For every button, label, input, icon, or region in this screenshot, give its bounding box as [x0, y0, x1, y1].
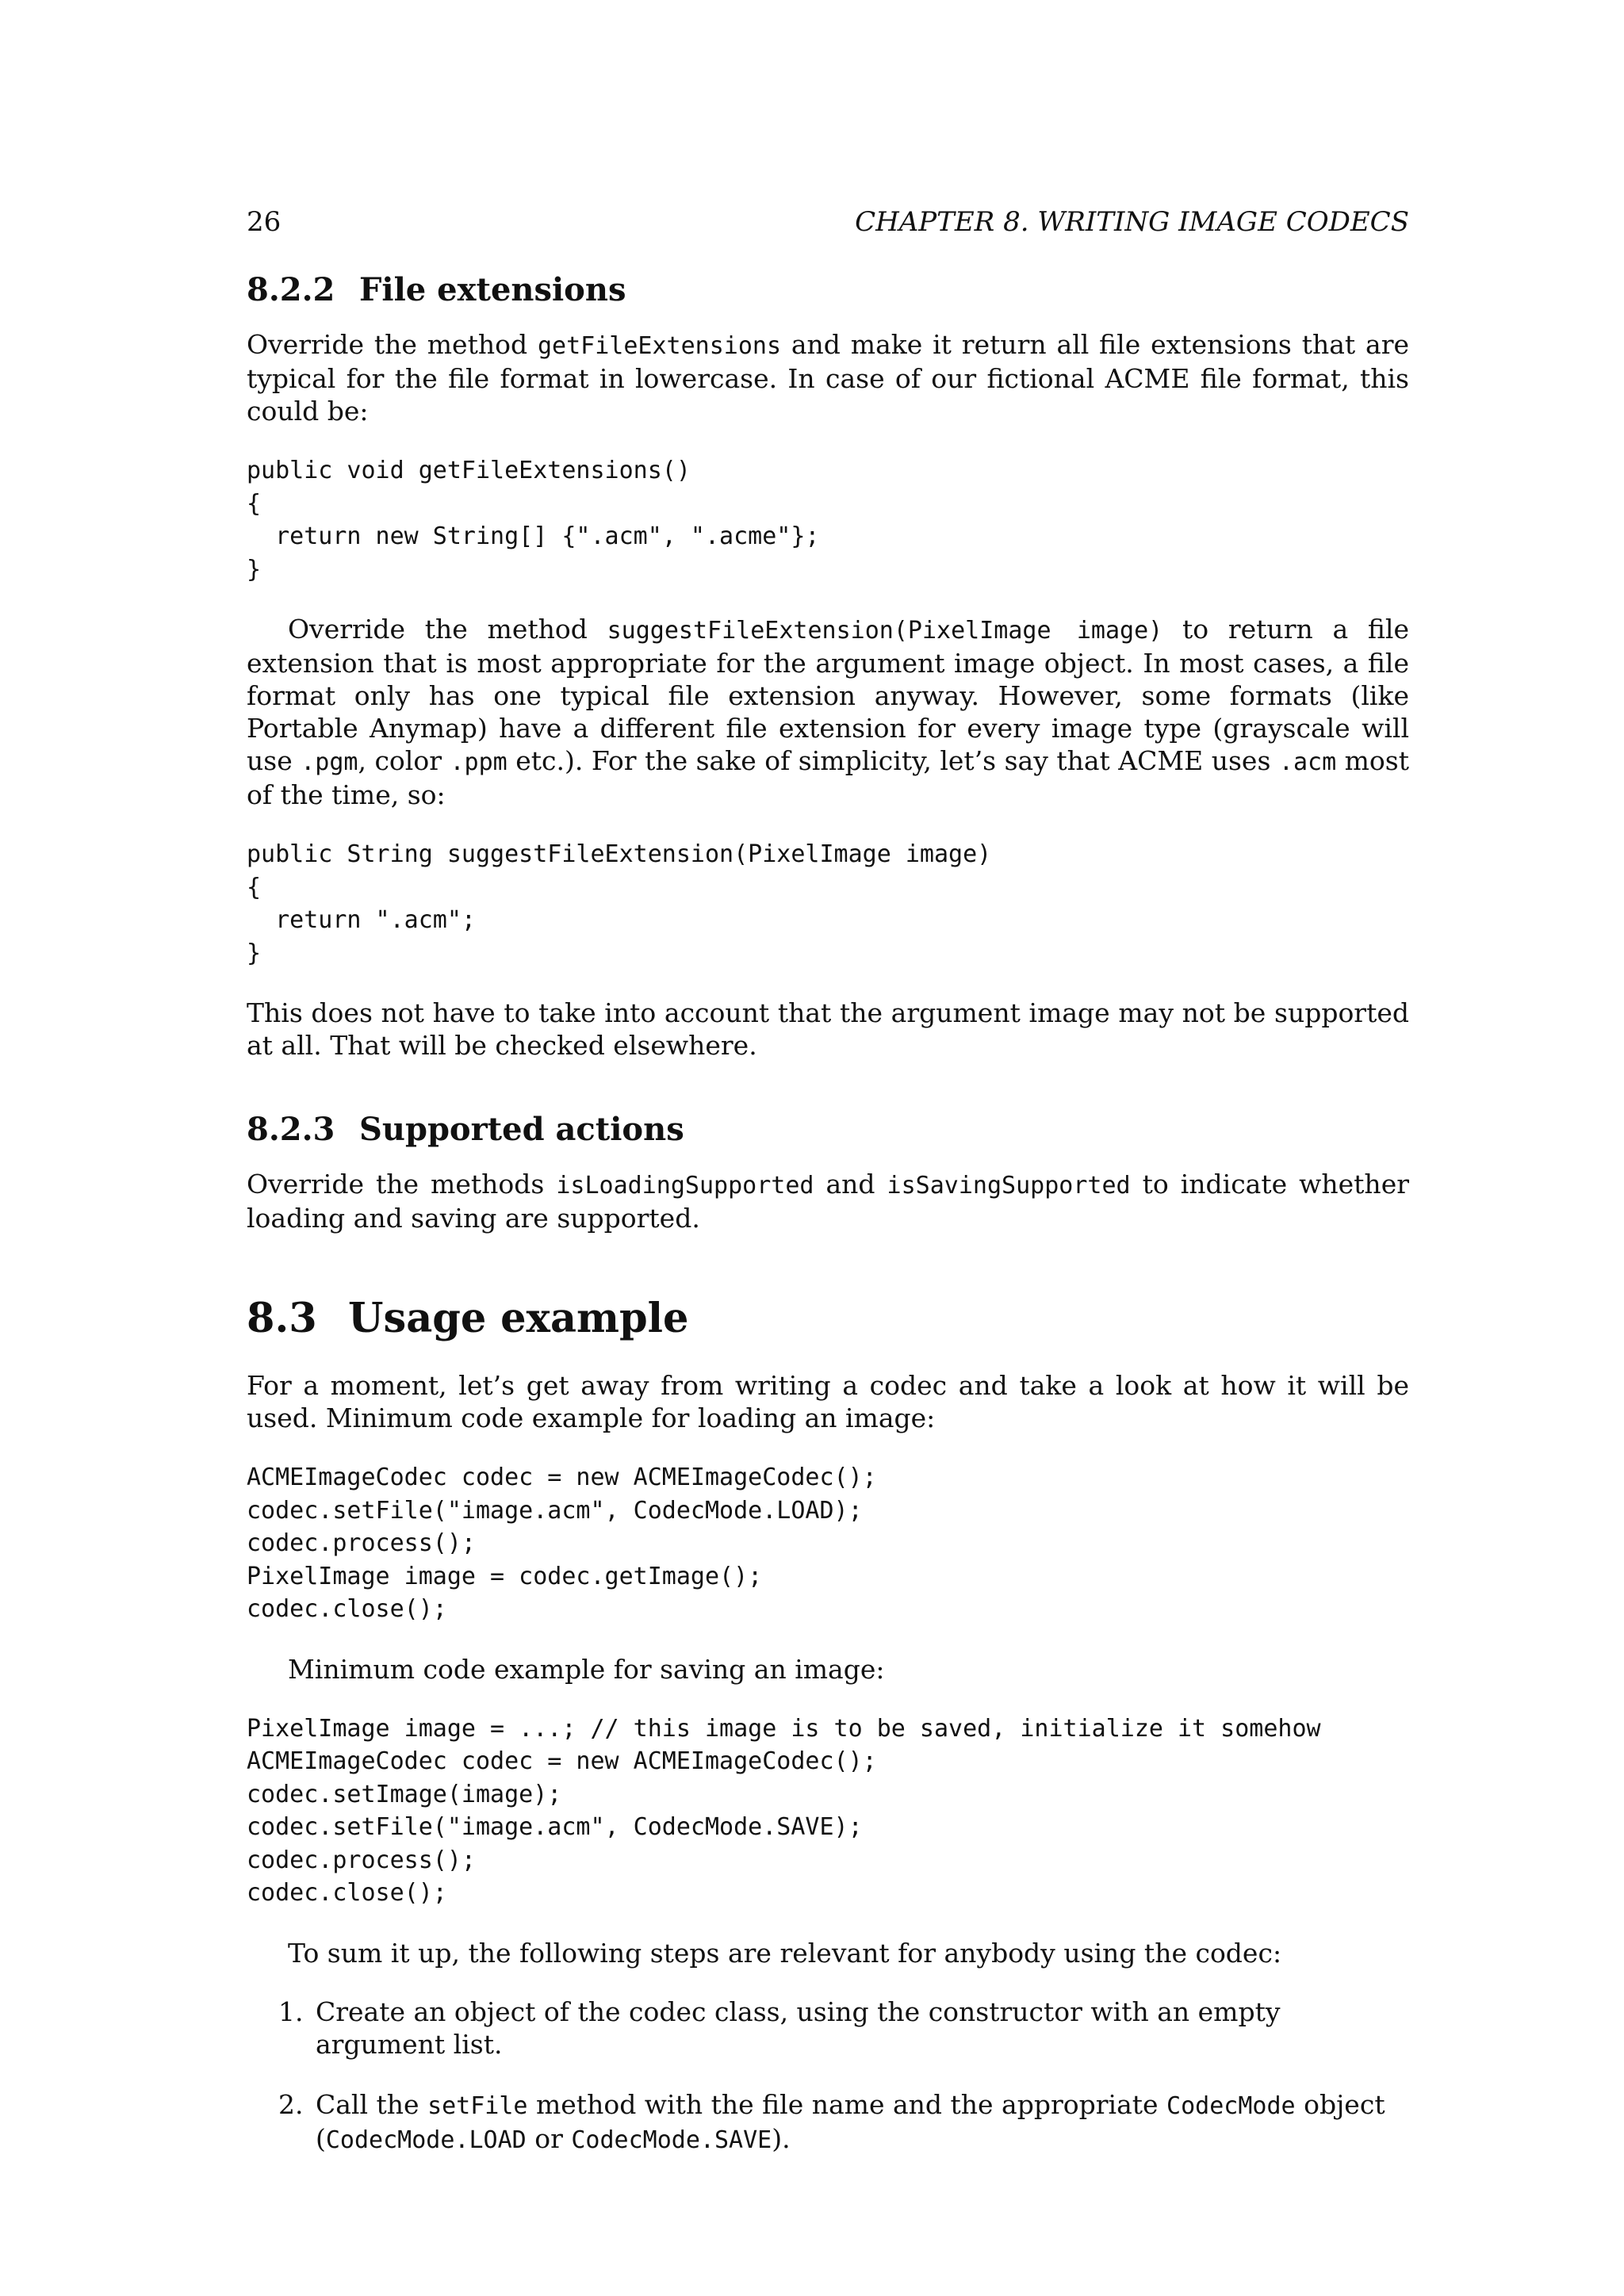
running-header: [247, 190, 1409, 238]
list-item: [247, 2088, 1409, 2156]
list-item: [247, 1996, 1409, 2061]
subsection-heading-file-extensions: [247, 271, 1409, 308]
section-number: 8.2.3: [247, 1111, 335, 1148]
inline-code: setFile: [427, 2091, 528, 2120]
subsection-heading-supported-actions: [247, 1111, 1409, 1148]
section-heading-usage-example: [247, 1295, 1409, 1342]
paragraph: [247, 328, 1409, 427]
section-title: Usage example: [348, 1295, 689, 1342]
text-run: Call the: [316, 2088, 428, 2120]
inline-code: .ppm: [450, 748, 508, 776]
text-run: , color: [358, 745, 450, 776]
inline-code: .acm: [1278, 748, 1337, 776]
text-run: Override the method: [247, 329, 538, 360]
text-run: or: [526, 2122, 572, 2154]
code-block: public String suggestFileExtension(PixelImage image) { return ".acm"; }: [247, 840, 992, 967]
list-item-number: 2.: [278, 2088, 304, 2120]
inline-code: CodecMode: [1166, 2091, 1296, 2120]
text-run: to return a file extension that is most appropriate for the argument image object. In most cases, a file format only has one typical file extension anyway. However, some formats (like Portable Anymap) have a different file extension for every image type (grayscale will use: [247, 614, 1409, 776]
chapter-title: CHAPTER 8. WRITING IMAGE CODECS: [855, 206, 1409, 238]
inline-code: getFileExtensions: [537, 332, 781, 360]
text-run: ).: [772, 2122, 791, 2154]
code-block: PixelImage image = ...; // this image is to be saved, initialize it somehow ACMEImageCodec codec = new ACMEImageCodec(); codec.setImage(image); codec.setFile("image.acm", CodecMode.SAVE); codec.process(); codec.close();: [247, 1714, 1321, 1907]
paragraph: [247, 1168, 1409, 1234]
paragraph: To sum it up, the following steps are relevant for anybody using the codec:: [288, 1937, 1282, 1969]
page-number: 26: [247, 206, 282, 238]
paragraph: [247, 613, 1409, 811]
inline-code: isLoadingSupported: [556, 1172, 814, 1200]
list-item-number: 1.: [278, 1996, 304, 2027]
text-run: object (: [316, 2088, 1385, 2154]
section-number: 8.2.2: [247, 271, 335, 308]
text-run: to indicate whether loading and saving are supported.: [247, 1169, 1409, 1234]
section-title: File extensions: [359, 271, 626, 308]
inline-code: CodecMode.SAVE: [571, 2126, 772, 2154]
text-run: Override the methods: [247, 1169, 557, 1200]
section-number: 8.3: [247, 1295, 317, 1342]
paragraph: For a moment, let’s get away from writing a codec and take a look at how it will be used. Minimum code example for loading an image:: [247, 1370, 1409, 1433]
code-block: ACMEImageCodec codec = new ACMEImageCodec(); codec.setFile("image.acm", CodecMode.LOAD); codec.process(); PixelImage image = codec.getImage(); codec.close();: [247, 1464, 877, 1623]
text-run: and: [814, 1169, 887, 1200]
text-run: and make it return all file extensions that are typical for the file format in lowercase. In case of our fictional ACME file format, this could be:: [247, 329, 1410, 427]
text-run: Override the method: [288, 614, 607, 645]
text-run: etc.). For the sake of simplicity, let’s say that ACME uses: [507, 745, 1279, 776]
document-page: [247, 190, 1409, 2156]
section-title: Supported actions: [359, 1111, 684, 1148]
inline-code: isSavingSupported: [887, 1172, 1131, 1200]
inline-code: suggestFileExtension(PixelImage image): [607, 617, 1163, 645]
text-run: method with the file name and the appropriate: [527, 2088, 1167, 2120]
text-run: most of the time, so:: [247, 745, 1409, 810]
paragraph: This does not have to take into account that the argument image may not be supported at all. That will be checked elsewhere.: [247, 997, 1409, 1061]
inline-code: .pgm: [301, 748, 358, 776]
list-item-text: Create an object of the codec class, using the constructor with an empty argument list.: [316, 1996, 1281, 2060]
code-block: public void getFileExtensions() { return new String[] {".acm", ".acme"}; }: [247, 457, 820, 584]
inline-code: CodecMode.LOAD: [325, 2126, 527, 2154]
steps-list: [247, 1996, 1409, 2156]
paragraph: Minimum code example for saving an image:: [288, 1653, 885, 1685]
